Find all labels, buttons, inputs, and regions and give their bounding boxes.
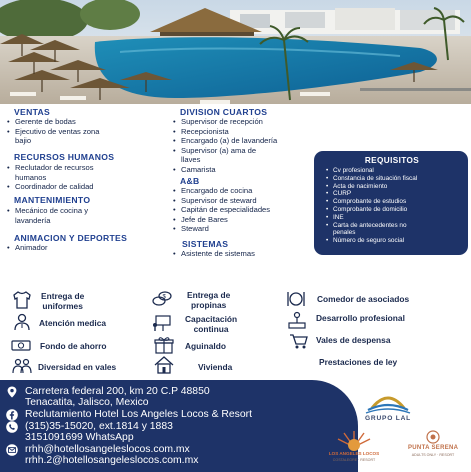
- cutlery-icon: [286, 290, 306, 308]
- podium-icon: [287, 311, 307, 329]
- requisitos-box: [314, 151, 468, 255]
- benefit-atencion-medica: Atención medica: [39, 318, 107, 328]
- list-item: • Supervisor de steward: [172, 196, 270, 206]
- whatsapp-icon: [6, 421, 18, 433]
- phone-row: [6, 421, 173, 444]
- recursos-humanos-list: [6, 163, 94, 192]
- gift-icon: [154, 336, 174, 354]
- list-item: • INE: [324, 214, 460, 222]
- list-item: • Steward: [172, 224, 270, 234]
- benefit-diversidad-vales: Diversidad en vales: [38, 362, 117, 372]
- list-item: • Reclutador de recursos: [6, 163, 94, 173]
- category-mantenimiento: MANTENIMIENTO: [14, 195, 91, 205]
- category-animacion-deportes: ANIMACION Y DEPORTES: [14, 233, 128, 243]
- benefit-aguinaldo: Aguinaldo: [185, 341, 226, 351]
- punta-serena-name: PUNTA SERENA: [408, 445, 459, 451]
- category-ayb: A&B: [180, 176, 200, 186]
- list-item: • Constancia de situación fiscal: [324, 175, 460, 183]
- address-line: Tenacatita, Jalisco, Mexico: [25, 397, 149, 409]
- facebook-link[interactable]: Reclutamiento Hotel Los Angeles Locos & Resort: [25, 409, 252, 420]
- whatsapp-line: 3151091699 WhatsApp: [25, 432, 134, 444]
- list-item: • Comprobante de estudios: [324, 198, 460, 206]
- benefit-vales-despensa: Vales de despensa: [316, 335, 391, 345]
- sistemas-list: [172, 249, 255, 259]
- ayb-list: [172, 186, 270, 234]
- list-item: • Número de seguro social: [324, 237, 460, 245]
- list-item: • Supervisor (a) ama de: [172, 146, 277, 156]
- shirt-icon: [12, 291, 32, 309]
- los-angeles-locos-subtitle: COSTALEGRE · RESORT: [332, 458, 376, 462]
- mail-icon: [6, 444, 18, 456]
- division-cuartos-list: [172, 117, 277, 175]
- list-item: • Carta de antecedentes no: [324, 222, 460, 230]
- punta-serena-subtitle: ADULTS ONLY · RESORT: [411, 453, 455, 457]
- benefit-propinas: Entrega de propinas: [187, 290, 231, 310]
- animacion-list: [6, 243, 48, 253]
- list-item: • Recepcionista: [172, 127, 277, 137]
- category-recursos-humanos: RECURSOS HUMANOS: [14, 152, 115, 162]
- presentation-icon: [152, 314, 172, 332]
- list-item: • Capitán de especialidades: [172, 205, 270, 215]
- requisitos-title: REQUISITOS: [364, 156, 420, 165]
- requisitos-list: [324, 167, 460, 245]
- list-item: • Gerente de bodas: [6, 117, 99, 127]
- email-row: [6, 444, 198, 467]
- list-item: • CURP: [324, 190, 460, 198]
- coins-icon: [152, 290, 172, 308]
- cart-icon: [289, 332, 309, 350]
- people-icon: [12, 357, 32, 375]
- list-item: • Asistente de sistemas: [172, 249, 255, 259]
- punta-serena-logo: [408, 429, 458, 469]
- benefit-vivienda: Vivienda: [198, 362, 233, 372]
- resort-pool-photo: [0, 0, 471, 104]
- location-pin-icon: [6, 386, 18, 398]
- address-line: Carretera federal 200, km 20 C.P 48850: [25, 386, 210, 397]
- list-item: llaves: [181, 155, 201, 165]
- list-item: • Cv profesional: [324, 167, 460, 175]
- los-angeles-locos-name: LOS ANGELES LOCOS: [328, 451, 380, 456]
- phone-line: (315)35-15020, ext.1814 y 1883: [25, 421, 173, 432]
- list-item: • Jefe de Bares: [172, 215, 270, 225]
- benefit-uniformes: Entrega de uniformes: [41, 291, 85, 311]
- list-item: • Ejecutivo de ventas zona: [6, 127, 99, 137]
- grupo-lal-logo: [360, 386, 416, 426]
- benefit-fondo-ahorro: Fondo de ahorro: [40, 341, 107, 351]
- list-item: penales: [333, 229, 356, 237]
- list-item: lavandería: [15, 215, 51, 225]
- facebook-row: [6, 409, 252, 421]
- list-item: • Animador: [6, 243, 48, 253]
- los-angeles-locos-logo: [326, 427, 382, 471]
- ventas-list: [6, 117, 99, 146]
- list-item: • Acta de nacimiento: [324, 183, 460, 191]
- svg-text:$: $: [162, 294, 166, 301]
- list-item: • Encargado de cocina: [172, 186, 270, 196]
- doctor-icon: [12, 313, 32, 331]
- list-item: • Supervisor de recepción: [172, 117, 277, 127]
- category-ventas: VENTAS: [14, 107, 51, 117]
- email-link[interactable]: rrhh@hotellosangeleslocos.com.mx: [25, 444, 190, 455]
- email-link[interactable]: rrhh.2@hotellosangeleslocos.com.mx: [25, 455, 199, 467]
- list-item: • Coordinador de calidad: [6, 182, 94, 192]
- list-item: • Encargado (a) de lavandería: [172, 136, 277, 146]
- benefit-prestaciones-ley: Prestaciones de ley: [319, 357, 398, 367]
- benefit-comedor: Comedor de asociados: [317, 294, 410, 304]
- facebook-icon: [6, 409, 18, 421]
- list-item: humanos: [15, 172, 47, 182]
- grupo-lal-name: GRUPO LAL: [364, 415, 412, 422]
- list-item: • Camarista: [172, 165, 277, 175]
- list-item: • Comprobante de domicilio: [324, 206, 460, 214]
- address-row: [6, 386, 210, 409]
- list-item: bajio: [15, 136, 32, 146]
- money-icon: [11, 336, 31, 354]
- benefit-capacitacion: Capacitación continua: [185, 314, 238, 334]
- benefit-desarrollo: Desarrollo profesional: [316, 313, 405, 323]
- category-sistemas: SISTEMAS: [182, 239, 229, 249]
- list-item: • Mecánico de cocina y: [6, 206, 88, 216]
- house-icon: [154, 356, 174, 374]
- contact-footer: [0, 380, 358, 472]
- mantenimiento-list: [6, 206, 88, 225]
- category-division-cuartos: DIVISION CUARTOS: [180, 107, 268, 117]
